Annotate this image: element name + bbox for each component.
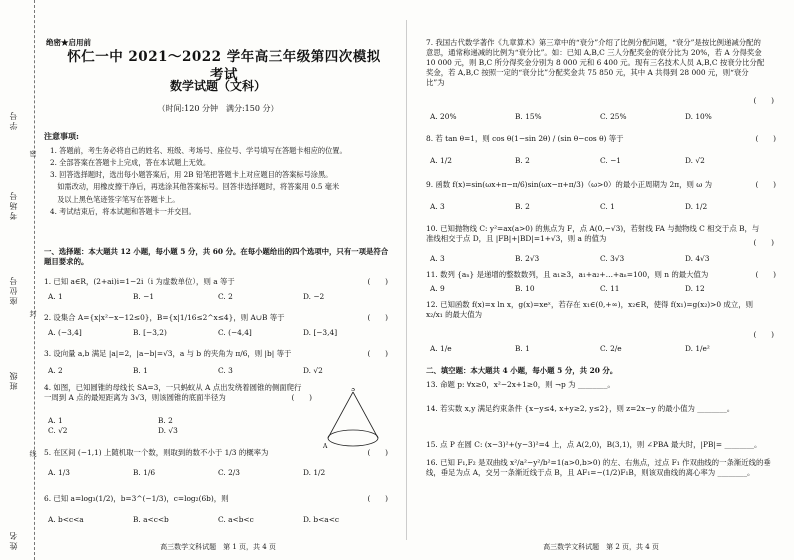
option: A. 1: [48, 292, 63, 301]
margin-label-class: 班级: [9, 370, 18, 390]
section-fill-heading: 二、填空题：本大题共 4 小题，每小题 5 分，共 20 分。: [426, 366, 618, 375]
option: D. 1/2: [303, 468, 326, 477]
question-8-options: [430, 156, 770, 166]
page-2: [420, 0, 782, 560]
answer-paren: ( ): [291, 392, 312, 402]
option: A. 3: [430, 202, 445, 211]
option: B. 10: [515, 284, 535, 293]
question-4-options: [48, 416, 268, 436]
option: A. 20%: [430, 112, 457, 121]
note-item: 2. 全部答案在答题卡上完成，答在本试题上无效。: [50, 158, 211, 168]
option: D. [−3,4]: [303, 328, 338, 337]
option: A. (−3,4]: [48, 328, 82, 337]
margin-label-name: 姓名: [9, 530, 18, 550]
margin-label-seat: 座位号: [9, 275, 18, 305]
option: C. 2/e: [600, 344, 622, 353]
answer-paren: ( ): [367, 448, 388, 457]
option: B. −1: [133, 292, 155, 301]
option: B. 2: [515, 202, 530, 211]
question-2-options: [48, 328, 388, 338]
page-divider: [406, 20, 407, 540]
option: D. −2: [303, 292, 325, 301]
question-10-options: [430, 254, 770, 264]
notes-title: 注意事项:: [44, 131, 79, 141]
note-item: 3. 回答选择题时，选出每小题答案后，用 2B 铅笔把答题卡上对应题目的答案标号涂黑。: [50, 170, 333, 180]
option: B. 1/6: [133, 468, 156, 477]
option: A. 1/2: [430, 156, 452, 165]
option: C. 2: [218, 292, 233, 301]
question-7-options: [430, 112, 770, 122]
option: C. 25%: [600, 112, 627, 121]
option: C. a<b<c: [218, 515, 254, 524]
answer-paren: ( ): [367, 494, 388, 503]
question-11-options: [430, 284, 770, 294]
option: C. 3√3: [600, 254, 625, 263]
option: D. √2: [685, 156, 705, 165]
question-7: [426, 38, 766, 88]
option: D. 12: [685, 284, 705, 293]
question-6: [44, 494, 394, 504]
time-info: （时间:120 分钟 满分:150 分）: [157, 104, 279, 113]
question-stem: 6. 已知 a=log₃(1/2)，b=3^(−1/3)，c=log₂(6b)，则: [44, 494, 229, 503]
option: B. 2√3: [515, 254, 540, 263]
question-12-options: [430, 344, 770, 354]
option: A. 3: [430, 254, 445, 263]
question-stem: 5. 在区间 (−1,1) 上随机取一个数，则取到的数不小于 1/3 的概率为: [44, 448, 269, 457]
option: B. 2: [515, 156, 530, 165]
option: C. √2: [48, 425, 68, 435]
option: C. (−4,4]: [218, 328, 252, 337]
seal-char-xian: 线: [29, 450, 37, 457]
option: A. b<c<a: [48, 515, 84, 524]
question-stem: 9. 函数 f(x)=sin(ωx+π−π/6)sin(ωx−π+π/3)（ω>0）的最小正周期为 2π，则 ω 为: [426, 180, 712, 189]
section-choice-heading: 一、选择题：本大题共 12 小题，每小题 5 分，共 60 分。在每小题给出的四个选项中，只有一项是符合题目要求的。: [44, 247, 389, 267]
answer-paren: ( ): [753, 330, 774, 339]
option: D. √2: [303, 366, 323, 375]
answer-paren: ( ): [755, 270, 776, 279]
answer-paren: ( ): [367, 277, 388, 286]
question-9: [426, 180, 782, 190]
question-stem: 2. 设集合 A={x|x²−x−12≤0}，B={x|1/16≤2^x≤4}，则 A∪B 等于: [44, 313, 285, 322]
answer-paren: ( ): [367, 349, 388, 358]
confidential-tag: 绝密★启用前: [46, 38, 91, 47]
question-3-options: [48, 366, 388, 376]
cone-figure: [322, 388, 384, 454]
option: B. 1: [515, 344, 530, 353]
answer-paren: ( ): [755, 134, 776, 143]
question-stem: 11. 数列 {aₙ} 是递增的整数数列，且 a₁≥3，a₁+a₂+…+aₙ=100，则 n 的最大值为: [426, 270, 709, 279]
seal-char-feng: 封: [29, 310, 37, 317]
answer-paren: ( ): [755, 180, 776, 189]
page-1: [40, 0, 396, 560]
question-2: [44, 313, 394, 323]
page-footer: 高三数学文科试题 第 2 页，共 4 页: [543, 542, 659, 551]
option: B. 2: [158, 416, 173, 425]
option: B. 15%: [515, 112, 542, 121]
question-stem: 8. 若 tan θ=1，则 cos θ(1−sin 2θ) / (sin θ−cos θ) 等于: [426, 134, 624, 143]
option: B. a<c<b: [133, 515, 169, 524]
option: D. 4√3: [685, 254, 710, 263]
option: A. 2: [48, 366, 63, 375]
exam-title: 怀仁一中 2021～2022 学年高三年级第四次模拟考试: [67, 49, 381, 84]
binding-margin: [0, 0, 35, 560]
answer-paren: ( ): [753, 238, 774, 247]
page-footer: 高三数学文科试题 第 1 页，共 4 页: [160, 542, 276, 551]
question-stem: 10. 已知抛物线 C: y²=ax(a>0) 的焦点为 F，点 A(0,−√3)，若射线 FA 与抛物线 C 相交于点 B，与准线相交于点 D，且 |FB|+|BD|=1+√3，则 a 的值为: [426, 224, 760, 243]
option: D. 10%: [685, 112, 712, 121]
question-6-options: [48, 515, 388, 525]
question-4: [44, 383, 312, 403]
option: C. 11: [600, 284, 620, 293]
note-item: 如需改动，用橡皮擦干净后，再选涂其他答案标号。回答非选择题时，将答案用 0.5 毫米: [50, 182, 340, 192]
option: C. −1: [600, 156, 621, 165]
question-16: 16. 已知 F₁,F₂ 是双曲线 x²/a²−y²/b²=1(a>0,b>0) 的左、右焦点，过点 F₁ 作双曲线的一条渐近线的垂线，垂足为点 A，交另一条渐近线于点 B，且 AF₁=−(1/2)F₁B，则该双曲线的离心率为 ________。: [426, 458, 771, 477]
margin-label-student-id: 学号: [9, 110, 18, 130]
notes-list: [50, 145, 390, 218]
option: A. 1/e: [430, 344, 452, 353]
question-14: 14. 若实数 x,y 满足约束条件 {x−y≤4, x+y≥2, y≤2}，则 z=2x−y 的最小值为 ________。: [426, 404, 735, 413]
question-stem: 4. 如图，已知圆锥的母线长 SA=3，一只蚂蚁从 A 点出发绕着圆锥的侧面爬行一周到 A 点的最短距离为 3√3，则该圆锥的底面半径为: [44, 383, 302, 402]
note-item: 1. 答题前，考生务必将自己的姓名、班级、考场号、座位号、学号填写在答题卡相应的位置。: [50, 146, 347, 155]
option: D. b<a<c: [303, 515, 340, 524]
option: D. √3: [158, 425, 178, 435]
option: A. 9: [430, 284, 445, 293]
question-3: [44, 349, 394, 359]
answer-paren: ( ): [367, 313, 388, 322]
option: C. 3: [218, 366, 233, 375]
option: C. 2/3: [218, 468, 240, 477]
note-item: 4. 考试结束后，将本试题和答题卡一并交回。: [50, 206, 196, 216]
exam-subtitle: 数学试题（文科）: [169, 79, 266, 93]
question-1: [44, 277, 394, 287]
option: D. 1/e²: [685, 344, 710, 353]
question-5: [44, 448, 394, 458]
option: A. 1: [48, 416, 63, 425]
option: B. [−3,2): [133, 328, 167, 337]
option: D. 1/2: [685, 202, 708, 211]
note-item: 及以上黑色笔迹签字笔写在答题卡上。: [50, 194, 180, 204]
question-stem: 3. 设向量 a,b 满足 |a|=2，|a−b|=√3，a 与 b 的夹角为 π/6，则 |b| 等于: [44, 349, 292, 358]
question-8: [426, 134, 782, 144]
question-12: [426, 300, 766, 320]
question-stem: 1. 已知 a∈R，(2+ai)i=1−2i（i 为虚数单位），则 a 等于: [44, 277, 235, 286]
question-stem: 12. 已知函数 f(x)=x ln x，g(x)=xeˣ，若存在 x₁∈(0,+∞)，x₂∈R，使得 f(x₁)=g(x₂)>0 成立，则 x₂/x₁ 的最大值为: [426, 300, 753, 319]
question-11: [426, 270, 782, 280]
option: B. 1: [133, 366, 148, 375]
question-10: [426, 224, 766, 244]
question-5-options: [48, 468, 388, 478]
svg-text:A: A: [323, 443, 328, 450]
question-13: 13. 命题 p: ∀x≥0，x²−2x+1≥0，则 ¬p 为 ________。: [426, 380, 615, 389]
svg-text:S: S: [351, 388, 356, 393]
option: C. 1: [600, 202, 615, 211]
seal-char-mi: 密: [29, 150, 37, 157]
option: A. 1/3: [48, 468, 70, 477]
question-9-options: [430, 202, 770, 212]
answer-paren: ( ): [753, 96, 774, 105]
question-15: 15. 点 P 在圆 C: (x−3)²+(y−3)²=4 上，点 A(2,0)，B(3,1)，则 ∠PBA 最大时，|PB|= ________。: [426, 440, 762, 449]
question-1-options: [48, 292, 388, 302]
question-stem: 7. 我国古代数学著作《九章算术》第三章中的“衰分”介绍了比例分配问题，“衰分”是按比例递减分配的意思，通常称递减的比例为“衰分比”。如：已知 A,B,C 三人分配奖金的衰分比为 20%，若 A 分得奖金 10 000 元，则 B,C 所分得奖金分别为 8 000 元和 6 400 元。现有三名技术人员 A,B,C 按衰分比分配奖金，若 A,B,C 按照一定的“衰分比”分配奖金共 75 850 元，其中 A 共得到 28 000 元，则“衰分比”为: [426, 38, 765, 87]
margin-label-exam-room: 考场号: [9, 190, 18, 220]
